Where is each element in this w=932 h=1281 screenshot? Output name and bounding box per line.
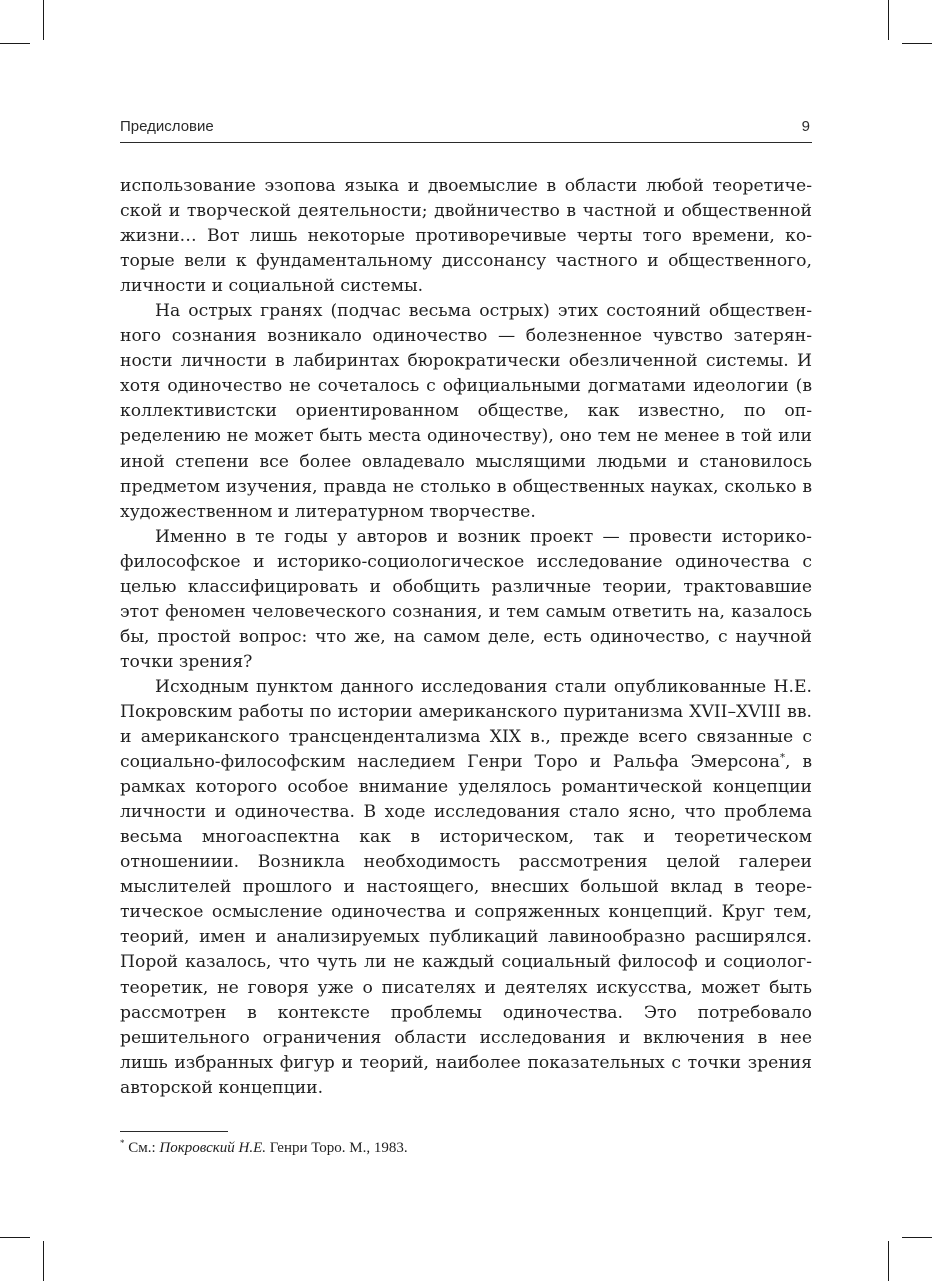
paragraph-text-part: Исходным пунктом данного исследования стали опубликованные Н.Е. Покровским работы по истории американского пуританизма XVII–XVIII вв. и американского трансцендентализма XIX в., прежде всего связанные с социально-философским наследием Генри Торо и Ральфа Эмерсона (120, 676, 812, 773)
footnote-prefix: См.: (124, 1140, 160, 1156)
section-title: Предисловие (120, 118, 214, 135)
footnote (120, 1138, 812, 1158)
page-number: 9 (801, 118, 810, 135)
crop-mark (888, 1241, 889, 1281)
paragraph: На острых гранях (подчас весьма острых) этих состояний общественного сознания возникало одиночество — болезненное чувство затерянности личности в лабиринтах бюрократически обезличенной системы. И хотя одиночество не сочеталось с официальными догматами идеологии (в коллективистски ориентированном обществе, как известно, по определению не может быть места одиночеству), оно тем не менее в той или иной степени все более овладевало мыслящими людьми и становилось предметом изучения, правда не столько в общественных науках, сколько в художественном и литературном творчестве. (120, 301, 812, 522)
crop-mark (888, 0, 889, 40)
crop-mark (43, 0, 44, 40)
footnote-marker: * (120, 1138, 125, 1148)
crop-mark (43, 1241, 44, 1281)
footnote-citation: Генри Торо. М., 1983. (266, 1140, 408, 1156)
running-head (120, 116, 812, 143)
crop-mark (0, 43, 30, 44)
paragraph: использование эзопова языка и двоемыслие в области любой теоретической и творческой деятельности; двойничество в частной и общественной жизни… Вот лишь некоторые противоречивые черты того времени, которые вели к фундаментальному диссонансу частного и общественного, личности и социальной системы. (120, 176, 812, 297)
paragraph (120, 675, 812, 1101)
paragraph: Именно в те годы у авторов и возник проект — провести историко-философское и историко-социологическое исследование одиночества с целью классифицировать и обобщить различные теории, трактовавшие этот феномен человеческого сознания, и тем самым ответить на, казалось бы, простой вопрос: что же, на самом деле, есть одиночество, с научной точки зрения? (120, 526, 812, 672)
paragraph-text-part: , в рамках которого особое внимание уделялось романтической концепции личности и одиночества. В ходе исследования стало ясно, что проблема весьма многоаспектна как в историческом, так и теоретическом отношениии. Возникла необходимость рассмотрения целой галереи мыслителей прошлого и настоящего, внесших большой вклад в теоретическое осмысление одиночества и сопряженных концепций. Круг тем, теорий, имен и анализируемых публикаций лавинообразно расширялся. Порой казалось, что чуть ли не каждый социальный философ и социолог-теоретик, не говоря уже о писателях и деятелях искусства, может быть рассмотрен в контексте проблемы одиночества. Это потребовало решительного ограничения области исследования и включения в нее лишь избранных фигур и теорий, наиболее показательных с точки зрения авторской концепции. (120, 752, 812, 1098)
footnote-divider (120, 1131, 228, 1132)
crop-mark (902, 43, 932, 44)
footnote-reference[interactable]: * (779, 752, 785, 764)
footnote-author: Покровский Н.Е. (159, 1140, 267, 1156)
crop-mark (0, 1237, 30, 1238)
crop-mark (902, 1237, 932, 1238)
main-text (120, 174, 812, 1101)
